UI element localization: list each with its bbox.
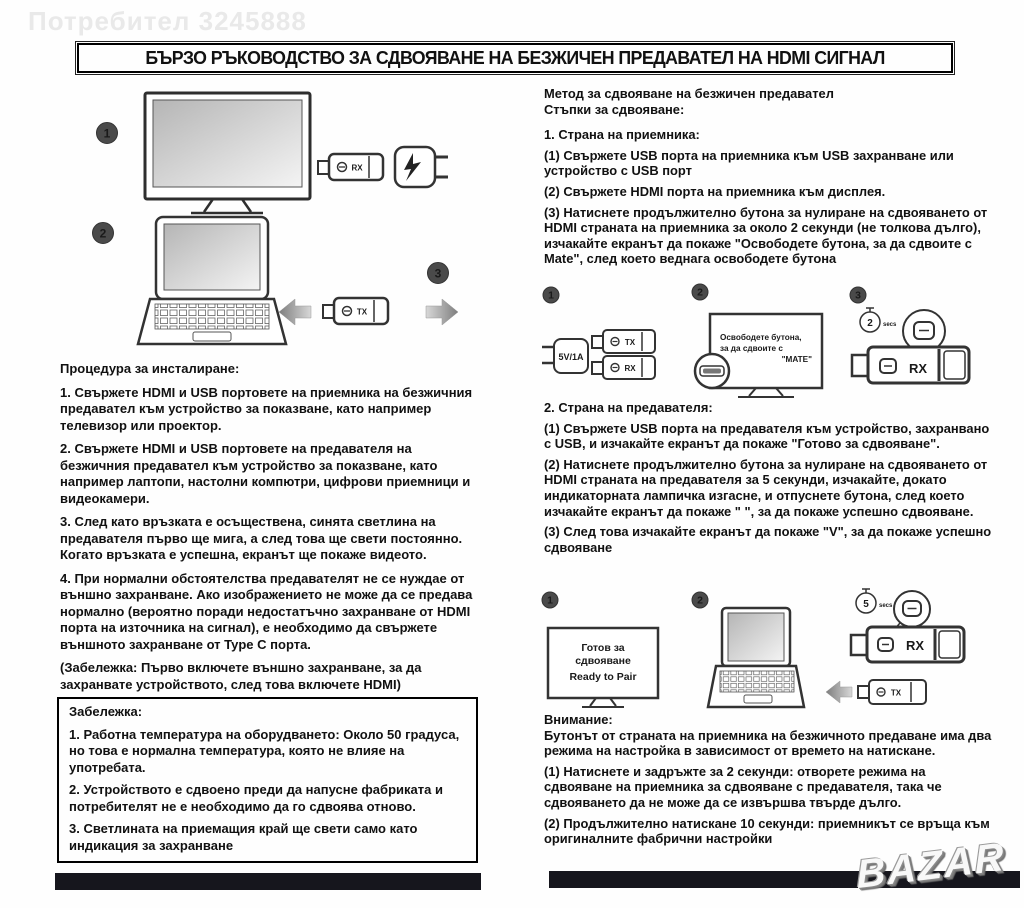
warning-item: (2) Продължително натискане 10 секунди: приемникът се връща към оригиналните фабрични настройки [544, 815, 990, 847]
transmitter-step: (3) След това изчакайте екранът да покаже "V", за да покаже успешно сдвояване [544, 524, 992, 555]
svg-text:сдвояване: сдвояване [575, 655, 631, 667]
svg-text:1: 1 [547, 594, 553, 607]
rx-dongle-icon [592, 356, 655, 379]
pairing-method-receiver [544, 86, 996, 272]
svg-text:RX: RX [624, 364, 636, 373]
transmitter-step: (1) Свържете USB порта на предавателя към устройство, захранвано с USB, и изчакайте екранът да покаже "Готово за сдвояване". [544, 420, 990, 452]
rx-receiver-dongle-large [851, 627, 964, 662]
svg-text:Ready to Pair: Ready to Pair [569, 671, 637, 683]
footer-bar-left [55, 873, 481, 890]
transmitter-heading: 2. Страна на предавателя: [544, 400, 713, 415]
receiver-pairing-diagram [540, 282, 1024, 399]
tv-illustration [145, 93, 310, 213]
note-item: 3. Светлината на приемащия край ще свети само като индикация за захранване [69, 821, 418, 853]
steps-heading: Стъпки за сдвояване: [544, 101, 685, 117]
warning-intro: Бутонът от страната на приемника на безжичното предаване има два режима на настройка в зависимост от времето на натискане. [544, 727, 992, 759]
pairing-method-transmitter [544, 400, 996, 560]
svg-text:3: 3 [434, 266, 442, 281]
warning-heading: Внимание: [544, 712, 613, 727]
svg-text:RX: RX [905, 638, 925, 653]
arrow-left-icon [826, 681, 852, 703]
svg-text:5: 5 [863, 599, 869, 610]
svg-text:"MATE": "MATE" [781, 355, 812, 364]
svg-text:Готов за: Готов за [581, 642, 625, 654]
svg-text:secs: secs [883, 322, 897, 328]
tv-ready-to-pair-message [548, 628, 658, 707]
svg-text:TX: TX [356, 307, 368, 317]
timer-2secs-icon [860, 308, 897, 332]
laptop-illustration [138, 217, 286, 344]
install-step: 2. Свържете HDMI и USB портовете на предавателя на безжичния предавател към устройство за показване, като например лаптопи, настолни компютри, цифрови приемници и видеокамери. [60, 441, 471, 506]
step-2-badge [93, 223, 114, 244]
title-box [77, 43, 953, 73]
install-step: 4. При нормални обстоятелства предавателят не се нуждае от външно захранване. Ако изображението не може да се предава нормално (вероятно поради недостатъчно захранване от HDMI порта на източника на сигнал), е необходимо да свържете външното захранване от Type C порта. [60, 570, 473, 652]
tv-release-button-message [710, 314, 822, 397]
svg-text:secs: secs [879, 603, 893, 609]
note-box [57, 697, 478, 863]
warning-section [544, 712, 996, 852]
svg-text:за да сдвоите с: за да сдвоите с [720, 344, 783, 353]
svg-text:RX: RX [908, 361, 928, 376]
transmitter-step: (2) Натиснете продължително бутона за нулиране на сдвояването от HDMI страната на предавателя за 5 секунди, изчакайте, докато индикаторната лампичка изгасне, и отпуснете бутона, след което изчакайте екранът да покаже " ", за да покаже успешно сдвояване. [544, 456, 988, 519]
svg-text:TX: TX [624, 338, 636, 347]
tx-dongle-icon [858, 680, 926, 704]
method-heading: Метод за сдвояване на безжичен предавател [544, 86, 834, 101]
note-item: 1. Работна температура на оборудването: Около 50 градуса, но това е нормална температура, която не влияе на употребата. [69, 726, 460, 775]
svg-text:1: 1 [103, 126, 111, 141]
receiver-step: (1) Свържете USB порта на приемника към USB захранване или устройство с USB порт [544, 147, 954, 179]
svg-text:TX: TX [890, 688, 902, 698]
warning-item: (1) Натиснете и задръжте за 2 секунди: отворете режима на сдвояване на приемника за сдвояване с предавателя, така че сдвояването да не може да се извършва твърде дълго. [544, 763, 942, 811]
page-title: БЪРЗО РЪКОВОДСТВО ЗА СДВОЯВАНЕ НА БЕЗЖИЧЕН ПРЕДАВАТЕЛ НА HDMI СИГНАЛ [145, 47, 885, 68]
installation-diagram [55, 85, 525, 360]
svg-text:2: 2 [99, 226, 107, 241]
note-item: 2. Устройството е сдвоено преди да напусне фабриката и потребителят не е необходимо да го сдвоява отново. [69, 782, 443, 814]
arrow-right-icon [426, 299, 458, 325]
svg-text:Освободете бутона,: Освободете бутона, [720, 333, 802, 342]
hdmi-port-magnifier-icon [695, 354, 729, 388]
tx-dongle-icon [323, 298, 388, 324]
install-step: 3. След като връзката е осъществена, синята светлина на предавателя първо ще мига, а след това ще свети постоянно. Когато връзката е успешна, екранът ще покаже видеото. [60, 514, 463, 562]
note-heading: Забележка: [69, 704, 143, 719]
step-1-badge [542, 592, 558, 608]
step-1-badge [543, 287, 559, 303]
laptop-illustration [708, 608, 804, 707]
tx-dongle-icon [592, 330, 655, 353]
bazar-logo: BAZAR [855, 834, 1007, 898]
svg-text:2: 2 [697, 594, 703, 607]
receiver-heading: 1. Страна на приемника: [544, 127, 700, 143]
step-2-badge [692, 592, 708, 608]
svg-text:2: 2 [697, 286, 703, 299]
arrow-left-icon [279, 299, 311, 325]
receiver-step: (3) Натиснете продължително бутона за нулиране на сдвояването от HDMI страната на приемника за около 2 секунди (не толкова дълго), изчакайте екранът да покаже "Освободете бутона, за да сдвоите с Mate", след което веднага освободете бутона [544, 204, 988, 267]
svg-text:2: 2 [867, 318, 873, 329]
step-2-badge [692, 284, 708, 300]
procedure-heading: Процедура за инсталиране: [60, 361, 240, 376]
install-step: 1. Свържете HDMI и USB портовете на приемника на безжичния предавател към устройство за показване, като например телевизор или проектор. [60, 384, 473, 433]
step-3-badge [428, 263, 449, 284]
user-watermark: Потребител 3245888 [28, 6, 307, 36]
rx-dongle-icon [318, 154, 383, 180]
svg-text:1: 1 [548, 289, 554, 302]
installation-procedure [60, 361, 481, 700]
svg-text:3: 3 [855, 289, 861, 302]
receiver-step: (2) Свържете HDMI порта на приемника към дисплея. [544, 184, 886, 200]
rx-receiver-dongle-large [852, 347, 969, 383]
step-3-badge [850, 287, 866, 303]
power-note: (Забележка: Първо включете външно захранване, за да захранвате устройството, след това включете HDMI) [60, 660, 422, 692]
transmitter-pairing-diagram [540, 585, 1024, 712]
svg-text:5V/1A: 5V/1A [558, 352, 584, 362]
step-1-badge [97, 123, 118, 144]
power-adapter-icon [395, 147, 448, 187]
timer-5secs-icon [856, 589, 893, 613]
usb-power-adapter-icon [542, 339, 588, 373]
svg-text:RX: RX [351, 163, 363, 173]
